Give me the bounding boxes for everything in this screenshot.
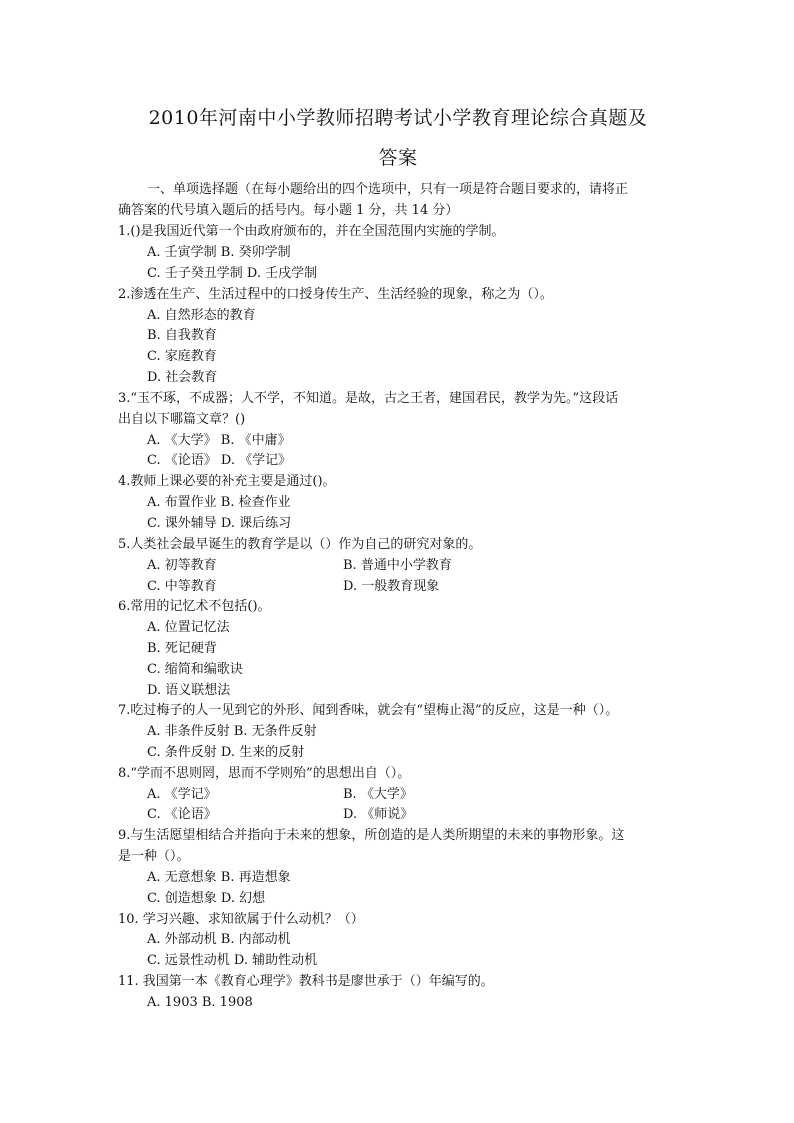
- question-2-stem: 2.渗透在生产、生活过程中的口授身传生产、生活经验的现象，称之为（）。: [118, 287, 553, 302]
- question-8-option-c: C. 《论语》: [147, 807, 217, 822]
- document-title-line-1: 2010年河南中小学教师招聘考试小学教育理论综合真题及: [148, 107, 648, 129]
- question-8-stem: 8.“学而不思则罔，思而不学则殆”的思想出自（）。: [118, 766, 411, 781]
- question-3-stem-line-1: 3.“玉不琢，不成器；人不学，不知道。是故，古之王者，建国君民，教学为先。”这段话: [118, 391, 619, 406]
- section-intro-line-1: 一、单项选择题（在每小题给出的四个选项中，只有一项是符合题目要求的，请将正: [147, 182, 629, 197]
- question-7-options-cd: C. 条件反射 D. 生来的反射: [147, 745, 305, 760]
- question-3-stem-line-2: 出自以下哪篇文章？(): [118, 412, 246, 427]
- question-2-option-b: B. 自我教育: [147, 328, 217, 343]
- question-8-option-a: A. 《学记》: [147, 787, 217, 802]
- question-4-stem: 4.教师上课必要的补充主要是通过()。: [118, 474, 336, 489]
- question-10-options-ab: A. 外部动机 B. 内部动机: [147, 932, 291, 947]
- question-1-options-ab: A. 壬寅学制 B. 癸卯学制: [147, 245, 291, 260]
- question-8-option-b: B. 《大学》: [343, 787, 413, 802]
- question-7-options-ab: A. 非条件反射 B. 无条件反射: [147, 724, 317, 739]
- question-5-stem: 5.人类社会最早诞生的教育学是以（）作为自己的研究对象的。: [118, 537, 482, 552]
- question-10-options-cd: C. 远景性动机 D. 辅助性动机: [147, 953, 318, 968]
- question-6-option-b: B. 死记硬背: [147, 641, 217, 656]
- question-6-option-a: A. 位置记忆法: [147, 620, 230, 635]
- question-2-option-a: A. 自然形态的教育: [147, 308, 256, 323]
- document-title-line-2: 答案: [378, 147, 418, 169]
- question-3-options-cd: C. 《论语》 D. 《学记》: [147, 453, 292, 468]
- question-5-option-d: D. 一般教育现象: [343, 579, 440, 594]
- question-10-stem: 10. 学习兴趣、求知欲属于什么动机？（）: [118, 912, 364, 927]
- question-6-stem: 6.常用的记忆术不包括()。: [118, 599, 271, 614]
- question-6-option-d: D. 语义联想法: [147, 683, 231, 698]
- question-4-options-ab: A. 布置作业 B. 检查作业: [147, 495, 291, 510]
- question-2-option-d: D. 社会教育: [147, 370, 218, 385]
- question-11-stem: 11. 我国第一本《教育心理学》教科书是廖世承于（）年编写的。: [118, 974, 494, 989]
- question-9-options-cd: C. 创造想象 D. 幻想: [147, 891, 266, 906]
- question-8-option-d: D. 《师说》: [343, 807, 414, 822]
- question-6-option-c: C. 缩简和编歌诀: [147, 662, 243, 677]
- question-7-stem: 7.吃过梅子的人一见到它的外形、闻到香味，就会有“望梅止渴”的反应，这是一种（）。: [118, 703, 619, 718]
- question-3-options-ab: A. 《大学》 B. 《中庸》: [147, 433, 291, 448]
- question-1-options-cd: C. 壬子癸丑学制 D. 壬戌学制: [147, 266, 318, 281]
- question-9-stem-line-1: 9.与生活愿望相结合并指向于未来的想象，所创造的是人类所期望的未来的事物形象。这: [118, 828, 625, 843]
- question-5-option-b: B. 普通中小学教育: [343, 558, 452, 573]
- question-5-option-c: C. 中等教育: [147, 579, 217, 594]
- question-9-options-ab: A. 无意想象 B. 再造想象: [147, 870, 291, 885]
- question-5-option-a: A. 初等教育: [147, 558, 217, 573]
- question-4-options-cd: C. 课外辅导 D. 课后练习: [147, 516, 292, 531]
- question-1-stem: 1.()是我国近代第一个由政府颁布的，并在全国范围内实施的学制。: [118, 224, 505, 239]
- section-intro-line-2: 确答案的代号填入题后的括号内。每小题 1 分，共 14 分）: [118, 203, 459, 218]
- question-2-option-c: C. 家庭教育: [147, 349, 217, 364]
- question-9-stem-line-2: 是一种（）。: [118, 849, 190, 864]
- question-11-options-ab: A. 1903 B. 1908: [147, 995, 253, 1010]
